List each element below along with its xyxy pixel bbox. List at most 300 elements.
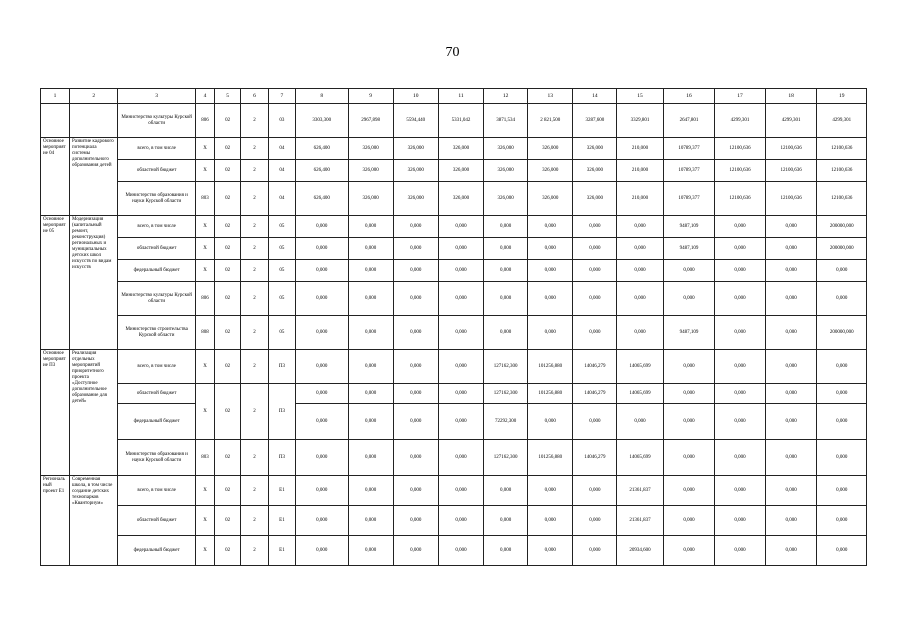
value-cell: 0,000 xyxy=(295,316,348,350)
value-cell: 0,000 xyxy=(438,316,483,350)
table-row xyxy=(41,282,867,316)
value-cell: 0,000 xyxy=(438,260,483,282)
value-cell: 0,000 xyxy=(573,506,617,536)
code-cell: 2 xyxy=(241,260,269,282)
code-cell: X xyxy=(195,238,214,260)
value-cell: 0,000 xyxy=(438,536,483,566)
value-cell: 0,000 xyxy=(348,216,393,238)
code-cell: П3 xyxy=(268,384,295,440)
value-cell: 127162,300 xyxy=(484,440,528,476)
code-cell: 2 xyxy=(241,238,269,260)
value-cell: 326,000 xyxy=(348,160,393,182)
code-cell: 02 xyxy=(215,216,241,238)
value-cell: 0,000 xyxy=(295,506,348,536)
value-cell: 14065,699 xyxy=(617,350,663,384)
value-cell: 0,000 xyxy=(348,350,393,384)
page-number: 70 xyxy=(445,45,460,60)
value-cell: 0,000 xyxy=(528,282,573,316)
value-cell: 0,000 xyxy=(715,260,766,282)
funding-source-cell: Министерство образования и науки Курской области xyxy=(118,182,195,216)
code-cell: 02 xyxy=(215,160,241,182)
value-cell: 0,000 xyxy=(528,536,573,566)
value-cell: 9487,109 xyxy=(663,216,715,238)
value-cell: 0,000 xyxy=(817,506,867,536)
value-cell: 326,000 xyxy=(484,160,528,182)
value-cell: 0,000 xyxy=(573,316,617,350)
value-cell: 326,000 xyxy=(484,182,528,216)
value-cell: 12100,636 xyxy=(765,160,817,182)
code-cell: П3 xyxy=(268,440,295,476)
value-cell: 0,000 xyxy=(715,350,766,384)
value-cell: 0,000 xyxy=(715,316,766,350)
value-cell: 0,000 xyxy=(573,536,617,566)
column-header: 18 xyxy=(765,89,817,104)
code-cell: 02 xyxy=(215,476,241,506)
value-cell: 200000,000 xyxy=(817,216,867,238)
value-cell: 0,000 xyxy=(484,282,528,316)
value-cell: 0,000 xyxy=(438,506,483,536)
value-cell: 326,000 xyxy=(528,160,573,182)
value-cell: 0,000 xyxy=(484,316,528,350)
column-header: 6 xyxy=(241,89,269,104)
value-cell: 326,000 xyxy=(348,182,393,216)
code-cell: 05 xyxy=(268,260,295,282)
value-cell: 0,000 xyxy=(438,238,483,260)
value-cell: 0,000 xyxy=(715,476,766,506)
value-cell: 326,000 xyxy=(348,138,393,160)
table-row xyxy=(41,216,867,238)
table-row xyxy=(41,238,867,260)
value-cell: 210,000 xyxy=(617,138,663,160)
value-cell: 0,000 xyxy=(393,350,438,384)
value-cell: 0,000 xyxy=(765,384,817,404)
value-cell: 21361,837 xyxy=(617,506,663,536)
code-cell: 02 xyxy=(215,536,241,566)
value-cell: 0,000 xyxy=(528,260,573,282)
value-cell: 0,000 xyxy=(663,476,715,506)
code-cell: 05 xyxy=(268,238,295,260)
funding-source-cell: всего, в том числе xyxy=(118,216,195,238)
value-cell: 101256,880 xyxy=(528,384,573,404)
code-cell: X xyxy=(195,350,214,384)
code-cell: Е1 xyxy=(268,506,295,536)
value-cell: 0,000 xyxy=(663,384,715,404)
value-cell: 0,000 xyxy=(484,536,528,566)
code-cell: 04 xyxy=(268,182,295,216)
event-name-cell: Основное мероприятие 05 xyxy=(41,216,70,350)
value-cell: 0,000 xyxy=(348,316,393,350)
value-cell: 0,000 xyxy=(348,476,393,506)
value-cell: 12100,636 xyxy=(817,182,867,216)
value-cell: 0,000 xyxy=(484,260,528,282)
value-cell: 0,000 xyxy=(617,316,663,350)
value-cell: 210,000 xyxy=(617,160,663,182)
value-cell: 3287,600 xyxy=(573,104,617,138)
value-cell: 101256,880 xyxy=(528,440,573,476)
table-row xyxy=(41,138,867,160)
value-cell: 0,000 xyxy=(663,350,715,384)
value-cell: 0,000 xyxy=(393,440,438,476)
value-cell: 0,000 xyxy=(715,536,766,566)
value-cell: 0,000 xyxy=(393,316,438,350)
code-cell: 02 xyxy=(215,440,241,476)
value-cell: 0,000 xyxy=(393,384,438,404)
funding-source-cell: всего, в том числе xyxy=(118,138,195,160)
value-cell: 14046,279 xyxy=(573,350,617,384)
value-cell: 0,000 xyxy=(765,216,817,238)
value-cell: 0,000 xyxy=(484,476,528,506)
column-header: 5 xyxy=(215,89,241,104)
event-title-cell: Реализация отдельных мероприятий приоритетного проекта «Доступное дополнительное образование для детей» xyxy=(70,350,118,476)
value-cell: 0,000 xyxy=(765,260,817,282)
event-name-cell: Основное мероприятие П3 xyxy=(41,350,70,476)
value-cell: 0,000 xyxy=(817,404,867,440)
value-cell: 626,400 xyxy=(295,160,348,182)
value-cell: 0,000 xyxy=(663,440,715,476)
code-cell: X xyxy=(195,216,214,238)
value-cell: 326,000 xyxy=(393,138,438,160)
table-row xyxy=(41,536,867,566)
code-cell: 808 xyxy=(195,316,214,350)
column-header: 13 xyxy=(528,89,573,104)
value-cell: 4299,301 xyxy=(817,104,867,138)
code-cell: 2 xyxy=(241,316,269,350)
value-cell: 626,400 xyxy=(295,138,348,160)
table-row xyxy=(41,404,867,440)
value-cell: 10789,377 xyxy=(663,138,715,160)
column-header: 2 xyxy=(70,89,118,104)
value-cell: 0,000 xyxy=(765,506,817,536)
value-cell: 0,000 xyxy=(348,404,393,440)
code-cell: 05 xyxy=(268,282,295,316)
value-cell: 326,000 xyxy=(438,138,483,160)
code-cell: X xyxy=(195,506,214,536)
value-cell: 0,000 xyxy=(573,238,617,260)
value-cell: 0,000 xyxy=(348,536,393,566)
table-row xyxy=(41,316,867,350)
funding-source-cell: всего, в том числе xyxy=(118,350,195,384)
value-cell: 0,000 xyxy=(765,282,817,316)
value-cell: 0,000 xyxy=(438,404,483,440)
table-row xyxy=(41,384,867,404)
column-header: 4 xyxy=(195,89,214,104)
value-cell: 0,000 xyxy=(715,506,766,536)
code-cell: 02 xyxy=(215,384,241,440)
value-cell: 326,000 xyxy=(438,182,483,216)
value-cell: 326,000 xyxy=(528,182,573,216)
table-row xyxy=(41,506,867,536)
column-header: 9 xyxy=(348,89,393,104)
value-cell: 0,000 xyxy=(663,404,715,440)
code-cell: 803 xyxy=(195,440,214,476)
funding-source-cell: Министерство культуры Курской области xyxy=(118,282,195,316)
value-cell: 0,000 xyxy=(438,476,483,506)
code-cell: X xyxy=(195,160,214,182)
value-cell: 10789,377 xyxy=(663,160,715,182)
code-cell: 02 xyxy=(215,182,241,216)
code-cell: 803 xyxy=(195,182,214,216)
event-title-cell: Современная школа, в том числе создание детских технопарков «Кванториум» xyxy=(70,476,118,566)
code-cell: 2 xyxy=(241,216,269,238)
code-cell: 05 xyxy=(268,216,295,238)
code-cell: 2 xyxy=(241,182,269,216)
event-name-cell: Основное мероприятие 04 xyxy=(41,138,70,216)
value-cell: 0,000 xyxy=(393,260,438,282)
value-cell: 0,000 xyxy=(295,440,348,476)
value-cell: 12100,636 xyxy=(715,182,766,216)
value-cell: 0,000 xyxy=(765,536,817,566)
value-cell: 0,000 xyxy=(817,440,867,476)
code-cell: X xyxy=(195,476,214,506)
table-row xyxy=(41,260,867,282)
column-header: 8 xyxy=(295,89,348,104)
funding-source-cell: федеральный бюджет xyxy=(118,260,195,282)
value-cell: 0,000 xyxy=(765,238,817,260)
code-cell: 02 xyxy=(215,238,241,260)
value-cell: 0,000 xyxy=(663,260,715,282)
funding-source-cell: федеральный бюджет xyxy=(118,536,195,566)
value-cell: 72292,300 xyxy=(484,404,528,440)
funding-source-cell: областной бюджет xyxy=(118,506,195,536)
value-cell: 0,000 xyxy=(715,440,766,476)
value-cell: 12100,636 xyxy=(765,138,817,160)
value-cell: 0,000 xyxy=(295,384,348,404)
value-cell: 3303,300 xyxy=(295,104,348,138)
value-cell: 127162,300 xyxy=(484,384,528,404)
funding-source-cell: Министерство строительства Курской области xyxy=(118,316,195,350)
value-cell: 0,000 xyxy=(765,476,817,506)
value-cell: 626,400 xyxy=(295,182,348,216)
value-cell: 0,000 xyxy=(438,350,483,384)
value-cell: 0,000 xyxy=(484,506,528,536)
value-cell: 5331,042 xyxy=(438,104,483,138)
code-cell: 2 xyxy=(241,282,269,316)
code-cell: Е1 xyxy=(268,476,295,506)
value-cell: 0,000 xyxy=(528,316,573,350)
value-cell: 0,000 xyxy=(348,384,393,404)
value-cell: 0,000 xyxy=(573,216,617,238)
value-cell: 326,000 xyxy=(573,160,617,182)
code-cell: 2 xyxy=(241,160,269,182)
column-header: 1 xyxy=(41,89,70,104)
value-cell: 0,000 xyxy=(528,238,573,260)
value-cell: 0,000 xyxy=(484,216,528,238)
value-cell: 0,000 xyxy=(484,238,528,260)
value-cell: 0,000 xyxy=(817,384,867,404)
value-cell: 0,000 xyxy=(295,350,348,384)
value-cell: 0,000 xyxy=(348,506,393,536)
value-cell: 0,000 xyxy=(528,216,573,238)
code-cell: 02 xyxy=(215,138,241,160)
value-cell: 0,000 xyxy=(295,404,348,440)
value-cell: 0,000 xyxy=(573,404,617,440)
value-cell: 0,000 xyxy=(617,282,663,316)
event-name-cell xyxy=(41,104,70,138)
code-cell: 2 xyxy=(241,104,269,138)
table-row xyxy=(41,476,867,506)
code-cell: Е1 xyxy=(268,536,295,566)
value-cell: 0,000 xyxy=(617,238,663,260)
value-cell: 0,000 xyxy=(573,260,617,282)
code-cell: 806 xyxy=(195,104,214,138)
value-cell: 12100,636 xyxy=(715,160,766,182)
value-cell: 0,000 xyxy=(295,476,348,506)
column-header: 19 xyxy=(817,89,867,104)
code-cell: X xyxy=(195,536,214,566)
column-header: 3 xyxy=(118,89,195,104)
table-row xyxy=(41,440,867,476)
value-cell: 10789,377 xyxy=(663,182,715,216)
value-cell: 9487,109 xyxy=(663,238,715,260)
value-cell: 14046,279 xyxy=(573,384,617,404)
value-cell: 0,000 xyxy=(393,238,438,260)
header-row xyxy=(41,89,867,104)
code-cell: 04 xyxy=(268,160,295,182)
code-cell: 02 xyxy=(215,282,241,316)
value-cell: 14065,699 xyxy=(617,384,663,404)
value-cell: 0,000 xyxy=(438,440,483,476)
value-cell: 0,000 xyxy=(817,350,867,384)
code-cell: 05 xyxy=(268,316,295,350)
value-cell: 12100,636 xyxy=(817,138,867,160)
value-cell: 326,000 xyxy=(573,182,617,216)
column-header: 17 xyxy=(715,89,766,104)
value-cell: 0,000 xyxy=(438,384,483,404)
budget-table xyxy=(40,88,867,566)
value-cell: 0,000 xyxy=(295,536,348,566)
value-cell: 0,000 xyxy=(295,260,348,282)
code-cell: 2 xyxy=(241,138,269,160)
value-cell: 0,000 xyxy=(617,260,663,282)
funding-source-cell: Министерство образования и науки Курской области xyxy=(118,440,195,476)
code-cell: X xyxy=(195,384,214,440)
code-cell: 2 xyxy=(241,536,269,566)
funding-source-cell: областной бюджет xyxy=(118,238,195,260)
value-cell: 4299,301 xyxy=(765,104,817,138)
code-cell: 02 xyxy=(215,506,241,536)
value-cell: 0,000 xyxy=(438,216,483,238)
value-cell: 0,000 xyxy=(393,506,438,536)
column-header: 15 xyxy=(617,89,663,104)
value-cell: 2967,898 xyxy=(348,104,393,138)
value-cell: 101256,880 xyxy=(528,350,573,384)
value-cell: 4299,301 xyxy=(715,104,766,138)
code-cell: 2 xyxy=(241,440,269,476)
value-cell: 2647,801 xyxy=(663,104,715,138)
value-cell: 0,000 xyxy=(715,282,766,316)
value-cell: 200000,000 xyxy=(817,316,867,350)
value-cell: 326,000 xyxy=(393,182,438,216)
value-cell: 21361,837 xyxy=(617,476,663,506)
value-cell: 0,000 xyxy=(715,384,766,404)
column-header: 16 xyxy=(663,89,715,104)
code-cell: 03 xyxy=(268,104,295,138)
value-cell: 200000,000 xyxy=(817,238,867,260)
code-cell: 2 xyxy=(241,506,269,536)
value-cell: 0,000 xyxy=(817,476,867,506)
column-header: 14 xyxy=(573,89,617,104)
code-cell: X xyxy=(195,260,214,282)
value-cell: 0,000 xyxy=(295,282,348,316)
value-cell: 326,000 xyxy=(438,160,483,182)
value-cell: 0,000 xyxy=(528,476,573,506)
funding-source-cell: Министерство культуры Курской области xyxy=(118,104,195,138)
table-row xyxy=(41,350,867,384)
value-cell: 14065,699 xyxy=(617,440,663,476)
value-cell: 0,000 xyxy=(295,216,348,238)
value-cell: 0,000 xyxy=(573,282,617,316)
value-cell: 0,000 xyxy=(715,404,766,440)
code-cell: 806 xyxy=(195,282,214,316)
value-cell: 0,000 xyxy=(393,536,438,566)
value-cell: 0,000 xyxy=(765,350,817,384)
value-cell: 0,000 xyxy=(617,216,663,238)
value-cell: 0,000 xyxy=(715,216,766,238)
column-header: 10 xyxy=(393,89,438,104)
value-cell: 12100,636 xyxy=(765,182,817,216)
value-cell: 0,000 xyxy=(393,216,438,238)
value-cell: 0,000 xyxy=(765,404,817,440)
funding-source-cell: областной бюджет xyxy=(118,384,195,404)
table-row xyxy=(41,182,867,216)
value-cell: 0,000 xyxy=(817,282,867,316)
table-row xyxy=(41,160,867,182)
value-cell: 0,000 xyxy=(438,282,483,316)
event-name-cell: Региональный проект Е1 xyxy=(41,476,70,566)
table-row xyxy=(41,104,867,138)
value-cell: 326,000 xyxy=(528,138,573,160)
code-cell: 2 xyxy=(241,384,269,440)
value-cell: 0,000 xyxy=(817,260,867,282)
value-cell: 0,000 xyxy=(817,536,867,566)
code-cell: 02 xyxy=(215,316,241,350)
value-cell: 0,000 xyxy=(348,282,393,316)
value-cell: 0,000 xyxy=(393,476,438,506)
value-cell: 9487,109 xyxy=(663,316,715,350)
value-cell: 326,000 xyxy=(573,138,617,160)
value-cell: 0,000 xyxy=(348,238,393,260)
event-title-cell xyxy=(70,104,118,138)
value-cell: 3871,534 xyxy=(484,104,528,138)
code-cell: X xyxy=(195,138,214,160)
funding-source-cell: всего, в том числе xyxy=(118,476,195,506)
code-cell: 02 xyxy=(215,260,241,282)
event-title-cell: Модернизация (капитальный ремонт, реконструкция) региональных и муниципальных детских школ искусств по видам искусств xyxy=(70,216,118,350)
value-cell: 14046,279 xyxy=(573,440,617,476)
value-cell: 0,000 xyxy=(528,506,573,536)
value-cell: 0,000 xyxy=(663,506,715,536)
column-header: 7 xyxy=(268,89,295,104)
value-cell: 5594,440 xyxy=(393,104,438,138)
value-cell: 0,000 xyxy=(617,404,663,440)
value-cell: 0,000 xyxy=(348,260,393,282)
funding-source-cell: областной бюджет xyxy=(118,160,195,182)
value-cell: 0,000 xyxy=(295,238,348,260)
code-cell: 2 xyxy=(241,476,269,506)
value-cell: 2 821,500 xyxy=(528,104,573,138)
value-cell: 210,000 xyxy=(617,182,663,216)
value-cell: 0,000 xyxy=(765,440,817,476)
value-cell: 3329,801 xyxy=(617,104,663,138)
value-cell: 326,000 xyxy=(393,160,438,182)
value-cell: 12100,636 xyxy=(817,160,867,182)
value-cell: 0,000 xyxy=(663,282,715,316)
code-cell: 2 xyxy=(241,350,269,384)
code-cell: П3 xyxy=(268,350,295,384)
value-cell: 127162,300 xyxy=(484,350,528,384)
value-cell: 0,000 xyxy=(528,404,573,440)
code-cell: 02 xyxy=(215,104,241,138)
